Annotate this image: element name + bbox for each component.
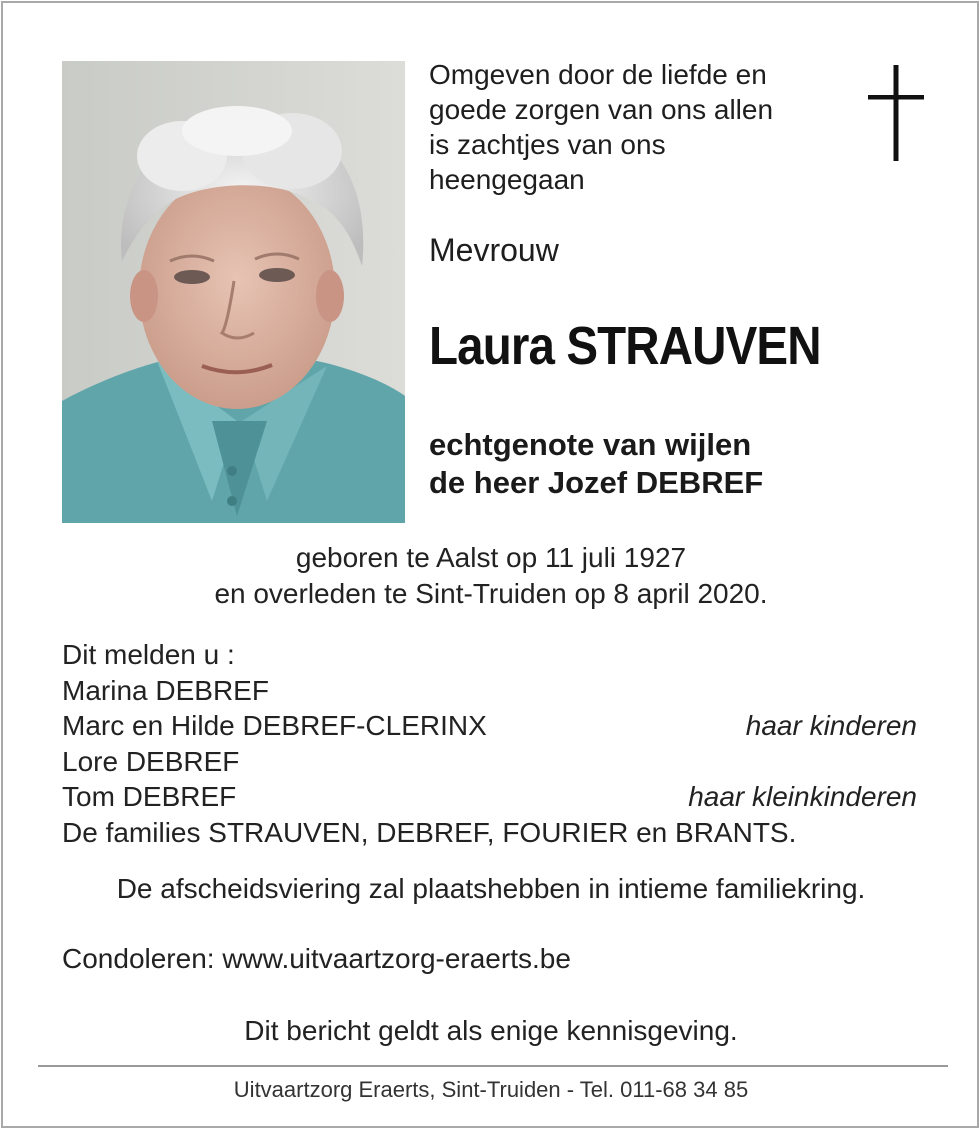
deceased-name: Laura STRAUVEN xyxy=(429,316,821,376)
intro-line: goede zorgen van ons allen xyxy=(429,94,774,125)
family-name: De families STRAUVEN, DEBREF, FOURIER en BRANTS. xyxy=(62,816,797,848)
intro-line: Omgeven door de liefde en xyxy=(429,59,767,90)
life-dates xyxy=(3,540,979,612)
family-row xyxy=(62,779,917,815)
spouse-line: de heer Jozef DEBREF xyxy=(429,465,764,500)
spouse-text xyxy=(429,426,763,502)
family-row xyxy=(62,708,917,744)
obituary-card xyxy=(1,1,979,1128)
intro-text xyxy=(429,57,849,197)
condolences-text: Condoleren: www.uitvaartzorg-eraerts.be xyxy=(62,943,571,974)
family-relation: haar kleinkinderen xyxy=(688,781,917,812)
announcement-block xyxy=(62,637,917,850)
portrait-illustration xyxy=(62,61,405,523)
family-relation: haar kinderen xyxy=(745,710,917,741)
death-line: en overleden te Sint-Truiden op 8 april 2020. xyxy=(214,578,768,609)
family-row xyxy=(62,815,917,851)
honorific: Mevrouw xyxy=(429,232,559,268)
spouse-line: echtgenote van wijlen xyxy=(429,427,752,462)
intro-line: is zachtjes van ons xyxy=(429,129,666,160)
announcement-heading xyxy=(62,637,917,673)
intro-line: heengegaan xyxy=(429,164,585,195)
ceremony-text: De afscheidsviering zal plaatshebben in intieme familiekring. xyxy=(116,873,866,904)
funeral-home-footer: Uitvaartzorg Eraerts, Sint-Truiden - Tel. 011-68 34 85 xyxy=(233,1077,749,1102)
family-name: Tom DEBREF xyxy=(62,781,237,812)
family-row xyxy=(62,744,917,780)
footer-divider xyxy=(38,1065,948,1067)
notice-text: Dit bericht geldt als enige kennisgeving. xyxy=(244,1015,738,1046)
family-name: Marina DEBREF xyxy=(62,674,269,706)
cross-icon xyxy=(867,65,925,168)
family-name: Lore DEBREF xyxy=(62,745,240,777)
family-row xyxy=(62,673,917,709)
birth-line: geboren te Aalst op 11 juli 1927 xyxy=(295,542,687,573)
portrait-photo xyxy=(62,61,405,523)
family-name: Marc en Hilde DEBREF-CLERINX xyxy=(62,710,487,741)
announcement-heading-text: Dit melden u : xyxy=(62,639,235,670)
